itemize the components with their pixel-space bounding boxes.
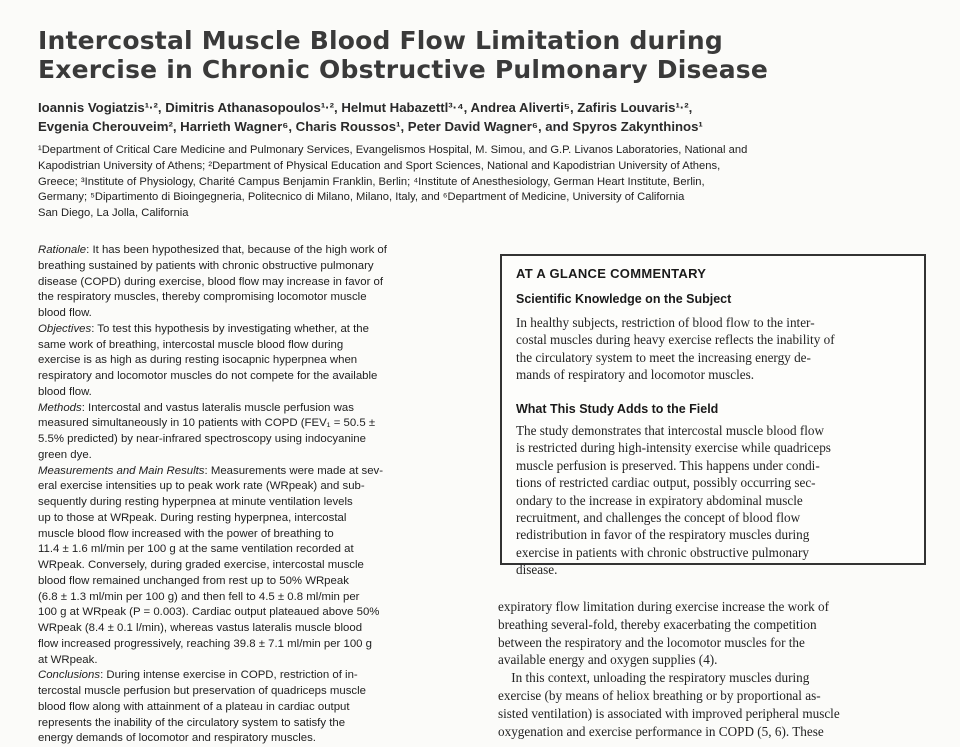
body-line: between the respiratory and the locomotor muscles for the <box>498 634 805 650</box>
body-line: expiratory flow limitation during exercise increase the work of <box>498 599 830 614</box>
abstract-line: blood flow remained unchanged from rest up to 50% WRpeak <box>38 574 349 587</box>
abstract-text: : Measurements were made at sev- <box>204 464 384 477</box>
abstract-text: : To test this hypothesis by investigating whether, at the <box>91 322 369 335</box>
glance-section1-title: Scientific Knowledge on the Subject <box>516 292 732 306</box>
abstract-line: breathing sustained by patients with chronic obstructive pulmonary <box>38 259 374 272</box>
abstract-line: blood flow along with attainment of a plateau in cardiac output <box>38 700 350 713</box>
glance-line: is restricted during high-intensity exercise while quadriceps <box>516 440 831 456</box>
glance-line: exercise in patients with chronic obstructive pulmonary <box>516 544 809 560</box>
abstract-line <box>38 322 470 338</box>
body-line: oxygenation and exercise performance in COPD (5, 6). These <box>498 723 824 739</box>
glance-section2-title: What This Study Adds to the Field <box>516 402 719 416</box>
abstract-line: same work of breathing, intercostal muscle blood flow during <box>38 338 344 351</box>
abstract-line: blood flow. <box>38 307 92 319</box>
abstract-line: WRpeak. Conversely, during graded exercise, intercostal muscle <box>38 559 364 571</box>
objectives-label: Objectives <box>38 322 92 335</box>
glance-line: muscle perfusion is preserved. This happens under condi- <box>516 457 820 473</box>
glance-line: ondary to the increase in expiratory abdominal muscle <box>516 492 803 508</box>
abstract-line: muscle blood flow increased with the power of breathing to <box>38 527 334 540</box>
glance-section2-text <box>516 422 916 579</box>
author-list <box>38 98 918 136</box>
affiliation-line: ¹Department of Critical Care Medicine and Pulmonary Services, Evangelismos Hospital, M. Simou, and G.P. Livanos Laboratories, National and <box>38 144 748 156</box>
abstract-line: eral exercise intensities up to peak work rate (WRpeak) and sub- <box>38 480 365 493</box>
authors-line-1: Ioannis Vogiatzis¹·², Dimitris Athanasopoulos¹·², Helmut Habazettl³·⁴, Andrea Aliverti⁵, Zafiris Louvaris¹·², <box>38 100 693 115</box>
authors-line-2: Evgenia Cherouveim², Harrieth Wagner⁶, Charis Roussos¹, Peter David Wagner⁶, and Spyros Zakynthinos¹ <box>38 119 703 134</box>
glance-line: mands of respiratory and locomotor muscles. <box>516 367 755 383</box>
abstract-line <box>38 401 470 417</box>
abstract-line: 100 g at WRpeak (P = 0.003). Cardiac output plateaued above 50% <box>38 606 380 619</box>
abstract-line: represents the inability of the circulatory system to satisfy the <box>38 716 346 729</box>
abstract-text: : During intense exercise in COPD, restriction of in- <box>100 669 358 682</box>
abstract-line: 5.5% predicted) by near-infrared spectroscopy using indocyanine <box>38 433 366 445</box>
abstract-line: exercise is as high as during resting isocapnic hyperpnea when <box>38 354 358 367</box>
body-line: In this context, unloading the respiratory muscles during <box>498 670 810 686</box>
abstract <box>38 243 470 747</box>
abstract-line: respiratory and locomotor muscles do not compete for the available <box>38 370 378 382</box>
affiliation-line: Germany; ⁵Dipartimento di Bioingegneria, Politecnico di Milano, Milano, Italy, and ⁶Department of Medicine, University of California <box>38 191 685 204</box>
abstract-line: blood flow. <box>38 385 92 398</box>
abstract-line <box>38 668 470 684</box>
body-line: available energy and oxygen supplies (4). <box>498 652 718 668</box>
glance-line: The study demonstrates that intercostal muscle blood flow <box>516 423 825 438</box>
title-line-2: Exercise in Chronic Obstructive Pulmonary Disease <box>38 55 769 84</box>
glance-line: redistribution in favor of the respiratory muscles during <box>516 527 810 543</box>
affiliation-line: Greece; ³Institute of Physiology, Charité Campus Benjamin Franklin, Berlin; ⁴Institute of Anesthesiology, German Heart Institute, Berlin, <box>38 175 705 188</box>
abstract-line: energy demands of locomotor and respiratory muscles. <box>38 732 316 745</box>
abstract-line <box>38 464 470 480</box>
abstract-line: up to those at WRpeak. During resting hyperpnea, intercostal <box>38 511 347 524</box>
glance-line: In healthy subjects, restriction of blood flow to the inter- <box>516 315 815 330</box>
abstract-line: measured simultaneously in 10 patients with COPD (FEV₁ = 50.5 ± <box>38 417 376 430</box>
title-line-1: Intercostal Muscle Blood Flow Limitation during <box>38 26 723 55</box>
abstract-line: (6.8 ± 1.3 ml/min per 100 g) and then fell to 4.5 ± 0.8 ml/min per <box>38 590 360 603</box>
abstract-text: : It has been hypothesized that, because of the high work of <box>86 244 387 256</box>
glance-line: recruitment, and challenges the concept of blood flow <box>516 510 801 526</box>
conclusions-label: Conclusions <box>38 669 101 682</box>
abstract-line: at WRpeak. <box>38 653 98 666</box>
glance-line: disease. <box>516 562 558 578</box>
glance-section1-text <box>516 314 916 384</box>
glance-line: tions of restricted cardiac output, possibly occurring sec- <box>516 475 816 491</box>
at-a-glance-box <box>500 254 926 578</box>
glance-heading: AT A GLANCE COMMENTARY <box>516 266 707 281</box>
body-line: breathing several-fold, thereby exacerbating the competition <box>498 616 817 632</box>
introduction-text <box>498 598 930 740</box>
measurements-label: Measurements and Main Results <box>38 464 205 477</box>
affiliation-line: San Diego, La Jolla, California <box>38 207 189 220</box>
abstract-line: WRpeak (8.4 ± 0.1 l/min), whereas vastus lateralis muscle blood <box>38 622 363 634</box>
body-line: sisted ventilation) is associated with improved peripheral muscle <box>498 705 840 721</box>
abstract-line: the respiratory muscles, thereby compromising locomotor muscle <box>38 291 367 304</box>
abstract-line: disease (COPD) during exercise, blood flow may increase in favor of <box>38 275 384 288</box>
abstract-line: sequently during resting hyperpnea at minute ventilation levels <box>38 496 353 508</box>
body-line: exercise (by means of heliox breathing or by proportional as- <box>498 687 821 703</box>
abstract-text: : Intercostal and vastus lateralis muscle perfusion was <box>81 401 354 414</box>
abstract-line <box>38 243 470 259</box>
abstract-line: flow increased progressively, reaching 39.8 ± 7.1 ml/min per 100 g <box>38 637 373 650</box>
affiliation-line: Kapodistrian University of Athens; ²Department of Physical Education and Sport Sciences, National and Kapodistrian University of Athens, <box>38 159 721 172</box>
methods-label: Methods <box>38 401 82 414</box>
abstract-line: 11.4 ± 1.6 ml/min per 100 g at the same ventilation recorded at <box>38 543 354 556</box>
affiliations <box>38 143 928 222</box>
article-title <box>38 26 938 84</box>
glance-line: costal muscles during heavy exercise reflects the inability of <box>516 332 835 348</box>
abstract-line: tercostal muscle perfusion but preservation of quadriceps muscle <box>38 685 366 697</box>
glance-line: the circulatory system to meet the increasing energy de- <box>516 349 811 365</box>
rationale-label: Rationale <box>38 244 87 256</box>
abstract-line: green dye. <box>38 448 92 461</box>
